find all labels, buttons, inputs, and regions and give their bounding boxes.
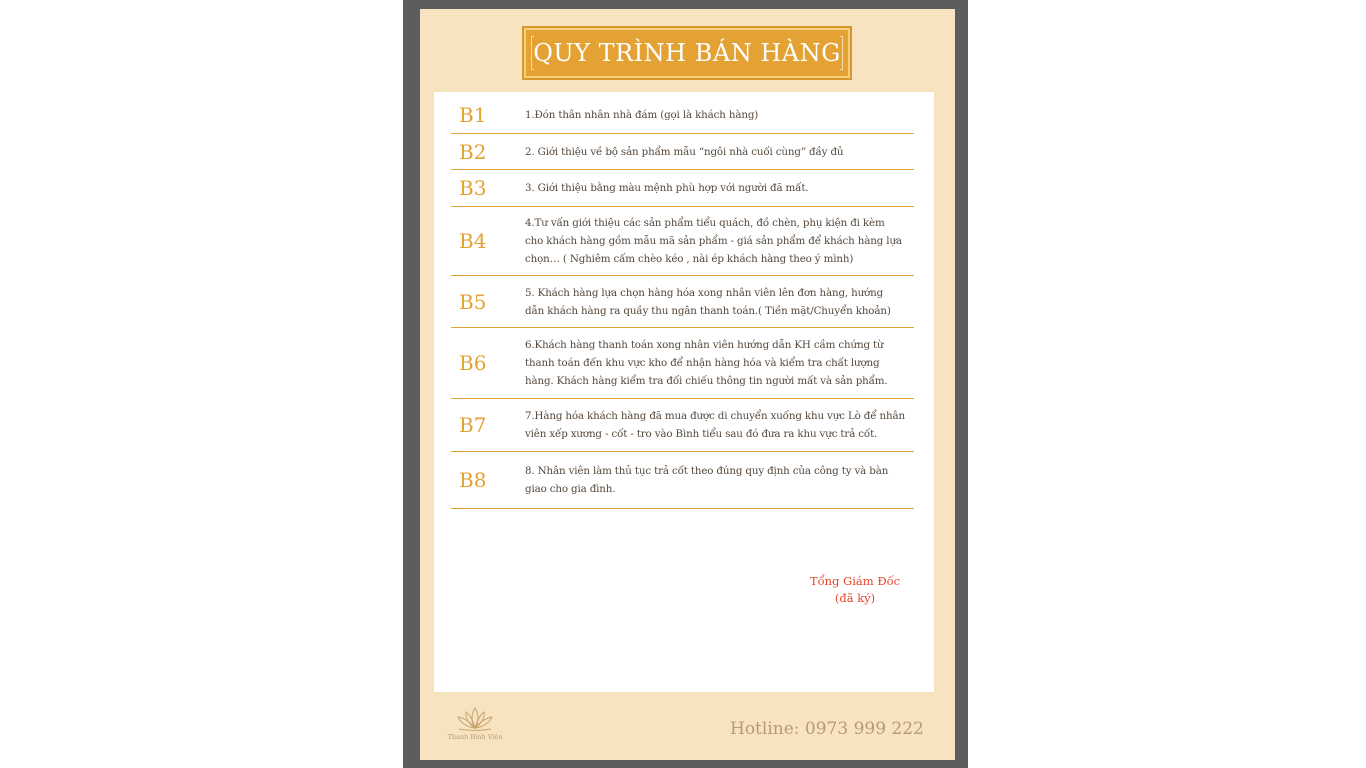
company-logo [440, 704, 510, 746]
hotline: Hotline: 0973 999 222 [730, 719, 924, 739]
title-banner [524, 28, 850, 78]
step-text: 4.Tư vấn giới thiệu các sản phẩm tiểu quách, đồ chèn, phụ kiện đi kèm cho khách hàng gồm mẫu mã sản phẩm - giá sản phẩm để khách hàng lựa chọn… ( Nghiêm cấm chèo kéo , nài ép khách hàng theo ý mình) [525, 217, 902, 265]
step-row-b8 [451, 452, 914, 509]
step-text: 5. Khách hàng lựa chọn hàng hóa xong nhân viên lên đơn hàng, hướng dẫn khách hàng ra quầy thu ngân thanh toán.( Tiền mặt/Chuyển khoản) [525, 286, 891, 317]
logo-text: Thanh Bình Viên [447, 733, 503, 741]
step-label: B5 [459, 289, 487, 314]
step-label: B2 [459, 139, 487, 164]
step-row-b6 [451, 328, 914, 399]
step-row-b3 [451, 170, 914, 207]
steps-list [451, 96, 914, 509]
step-text: 1.Đón thân nhân nhà đám (gọi là khách hàng) [525, 108, 759, 121]
step-row-b2 [451, 134, 914, 170]
step-label: B4 [459, 229, 487, 253]
step-row-b5 [451, 276, 914, 328]
step-label: B3 [459, 176, 487, 200]
step-text: 7.Hàng hóa khách hàng đã mua được di chuyển xuống khu vực Lò để nhân viên xếp xương - cốt - tro vào Bình tiểu sau đó đưa ra khu vực trả cốt. [525, 410, 905, 440]
signature-note: (đã ký) [834, 591, 876, 605]
step-label: B7 [459, 413, 487, 437]
step-row-b7 [451, 399, 914, 452]
step-text: 2. Giới thiệu về bộ sản phẩm mẫu “ngôi nhà cuối cùng” đầy đủ [525, 145, 844, 158]
step-row-b1 [451, 96, 914, 134]
step-text: 3. Giới thiệu bằng màu mệnh phù hợp với người đã mất. [525, 182, 809, 194]
signature-role: Tổng Giám Đốc [809, 574, 901, 588]
lotus-icon [453, 704, 497, 732]
step-row-b4 [451, 207, 914, 276]
signature-block [790, 573, 920, 607]
step-label: B8 [459, 468, 487, 492]
step-text: 6.Khách hàng thanh toán xong nhân viên hướng dẫn KH cầm chứng từ thanh toán đến khu vực kho để nhận hàng hóa và kiểm tra chất lượng hàng. Khách hàng kiểm tra đối chiếu thông tin người mất và sản phẩm. [525, 339, 888, 387]
step-text: 8. Nhân viên làm thủ tục trả cốt theo đúng quy định của công ty và bàn giao cho gia đình. [525, 465, 889, 495]
step-label: B1 [459, 102, 487, 127]
step-label: B6 [459, 351, 487, 375]
page-title: QUY TRÌNH BÁN HÀNG [533, 39, 841, 67]
